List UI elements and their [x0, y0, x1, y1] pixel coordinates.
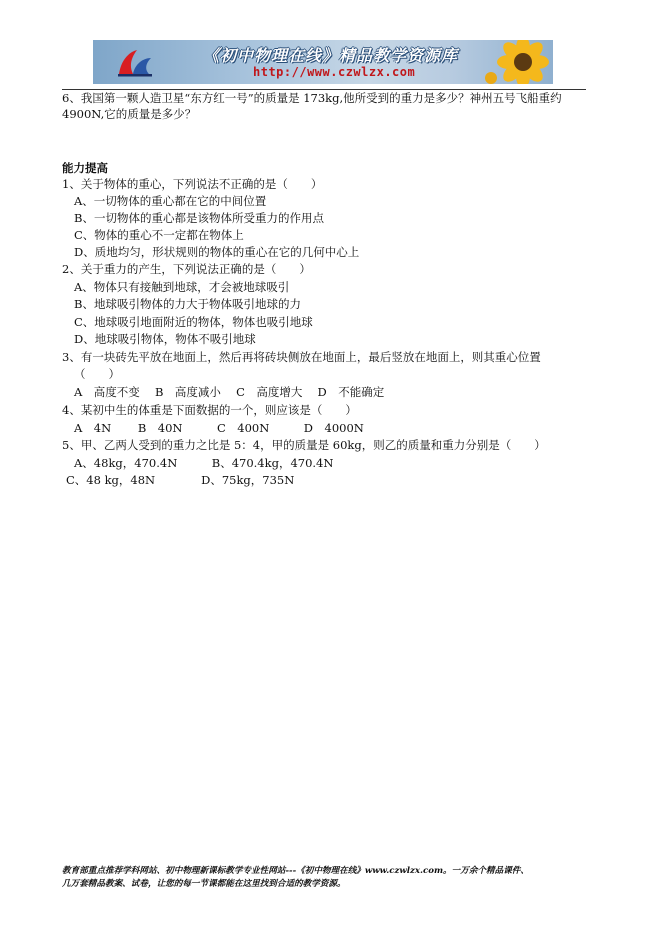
question-stem: 3、有一块砖先平放在地面上，然后再将砖块侧放在地面上，最后竖放在地面上，则其重心位置 — [62, 350, 541, 364]
question-stem: 4、某初中生的体重是下面数据的一个，则应该是（ ） — [62, 403, 357, 417]
options-row: A 4N B 40N C 400N D 4000N — [74, 421, 364, 435]
question-stem: 5、甲、乙两人受到的重力之比是 5：4，甲的质量是 60kg，则乙的质量和重力分别是（ ） — [62, 438, 546, 452]
header-divider — [62, 89, 586, 90]
option-item: C、物体的重心不一定都在物体上 — [74, 228, 244, 242]
question-stem: 1、关于物体的重心，下列说法不正确的是（ ） — [62, 177, 323, 191]
section-title: 能力提高 — [62, 161, 108, 175]
option-item: B、地球吸引物体的力大于物体吸引地球的力 — [74, 297, 301, 311]
option-item: B、一切物体的重心都是该物体所受重力的作用点 — [74, 211, 324, 225]
footer-line2: 几万套精品教案、试卷，让您的每一节课都能在这里找到合适的教学资源。 — [62, 879, 346, 889]
answer-blank: （ ） — [74, 367, 120, 381]
options-row: A、48kg，470.4N B、470.4kg，470.4N — [74, 456, 334, 470]
q6-line2: 4900N,它的质量是多少？ — [62, 107, 197, 121]
options-row: C、48 kg，48N D、75kg，735N — [66, 473, 295, 487]
banner-title: 《初中物理在线》精品教学资源库 — [203, 46, 459, 65]
option-item: C、地球吸引地面附近的物体，物体也吸引地球 — [74, 315, 313, 329]
option-item: A、物体只有接触到地球，才会被地球吸引 — [74, 280, 290, 294]
sunflower-icon — [483, 40, 553, 84]
footer-line1: 教育部重点推荐学科网站、初中物理新课标教学专业性网站---《初中物理在线》www.czwlzx.com。一万余个精品课件、 — [62, 866, 529, 876]
option-item: D、地球吸引物体，物体不吸引地球 — [74, 332, 256, 346]
banner-url[interactable]: http://www.czwlzx.com — [253, 65, 416, 79]
header-banner — [93, 40, 553, 84]
options-row: A 高度不变 B 高度减小 C 高度增大 D 不能确定 — [74, 385, 385, 399]
option-item: A、一切物体的重心都在它的中间位置 — [74, 194, 267, 208]
question-stem: 2、关于重力的产生，下列说法正确的是（ ） — [62, 262, 311, 276]
q6-line1: 6、我国第一颗人造卫星“东方红一号”的质量是 173kg,他所受到的重力是多少？神州五号飞船重约 — [62, 91, 562, 105]
site-logo-icon — [115, 48, 155, 78]
option-item: D、质地均匀，形状规则的物体的重心在它的几何中心上 — [74, 245, 360, 259]
